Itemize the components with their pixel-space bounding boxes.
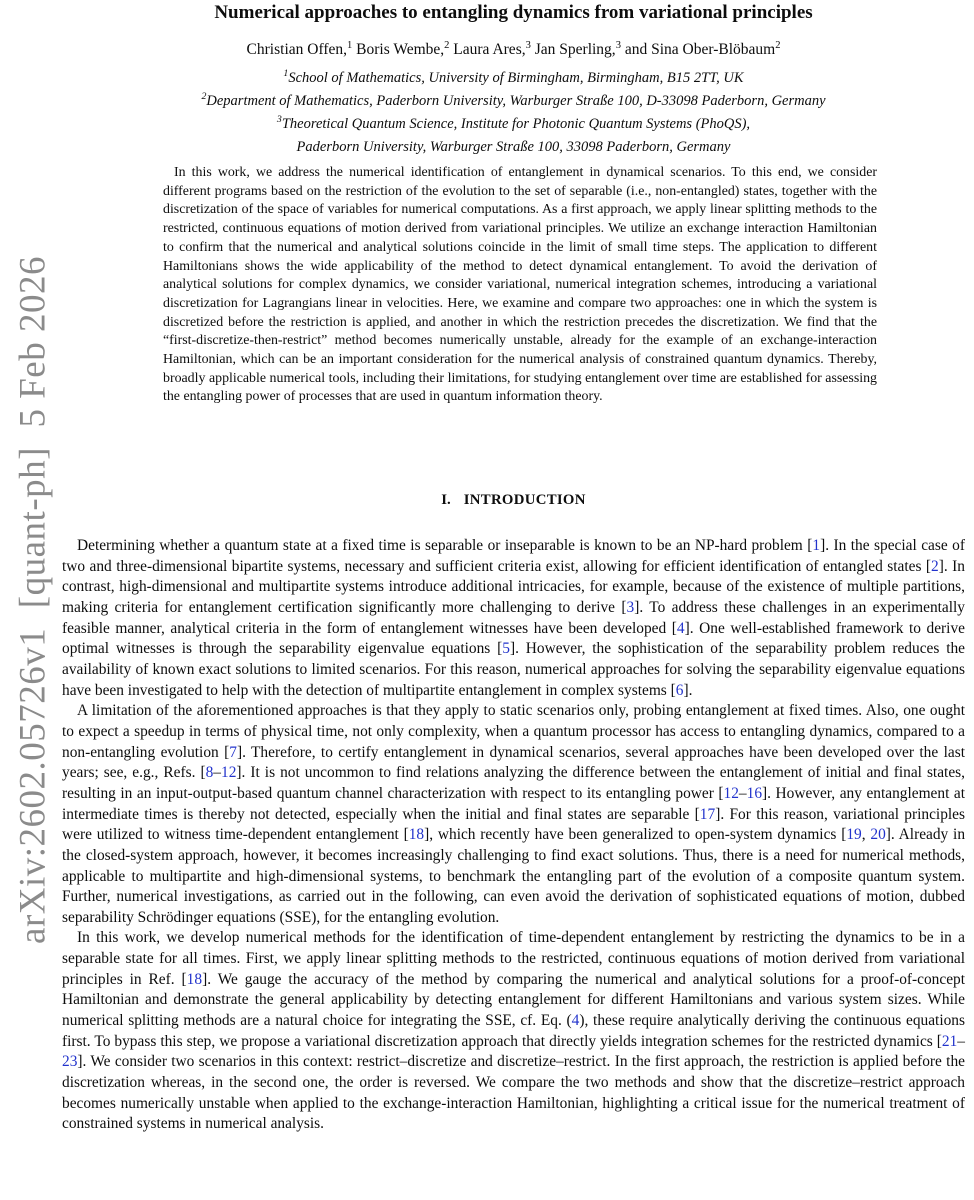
citation-link[interactable]: 20 <box>870 826 886 844</box>
citation-link[interactable]: 4 <box>676 619 685 637</box>
citation-link[interactable]: 1 <box>812 537 821 554</box>
citation-link[interactable]: 19 <box>846 826 862 844</box>
citation-link[interactable]: 4 <box>571 1012 580 1030</box>
citation-link[interactable]: 5 <box>502 640 510 658</box>
citation-link[interactable]: 16 <box>746 784 763 802</box>
affiliation-line: $^2$Department of Mathematics, Paderborn University, Warburger Straße 100, D-33098 Paderborn, Germany <box>201 91 826 109</box>
superscript-marker: 3 <box>276 114 282 126</box>
citation-link[interactable]: 8 <box>205 764 214 782</box>
paragraph: Determining whether a quantum state at a fixed time is separable or inseparable is known to be an NP-hard problem [1]. In the special case of two and three-dimensional bipartite systems, necessary and sufficient criteria exist, allowing for efficient identification of entangled states [2]. In contrast, high-dimensional and multipartite systems introduce additional intricacies, for example, because of the existence of multiple partitions, making criteria for entanglement certification significantly more challenging to derive [3]. To address these challenges in an experimentally feasible manner, analytical criteria in the form of entanglement witnesses have been developed [4]. One well-established framework to derive optimal witnesses is through the separability eigenvalue equations [5]. However, the sophistication of the separability problem reduces the availability of known exact solutions to limited scenarios. For this reason, numerical approaches for solving the separability eigenvalue equations have been investigated to help with the detection of multipartite entanglement in complex systems [6]. <box>62 537 965 699</box>
citation-link[interactable]: 18 <box>186 970 203 988</box>
affiliations-block <box>62 67 965 159</box>
superscript-marker: 1 <box>347 39 353 51</box>
paragraph: A limitation of the aforementioned approaches is that they apply to static scenarios only, probing entanglement at fixed times. Also, one ought to expect a speedup in terms of physical time, not only complexity, when a quantum processor has access to entangling dynamics, compared to a non-entangling evolution [7]. Therefore, to certify entanglement in dynamical scenarios, several approaches have been developed over the last years; see, e.g., Refs. [8–12]. It is not uncommon to find relations analyzing the difference between the entanglement of initial and final states, resulting in an input-output-based quantum channel characterization with respect to its entangling power [12–16]. However, any entanglement at intermediate times is thereby not detected, especially when the initial and final states are separable [17]. For this reason, variational principles were utilized to witness time-dependent entanglement [18], which recently have been generalized to open-system dynamics [19, 20]. Already in the closed-system approach, however, it becomes increasingly challenging to find exact solutions. Thus, there is a need for numerical methods, applicable to multipartite and high-dimensional systems, to benchmark the entangling part of the evolution of a composite quantum system. Further, numerical investigations, as carried out in the following, can even avoid the derivation of sophisticated equations of motion, dubbed separability Schrödinger equations (SSE), for the entangling evolution. <box>62 702 966 926</box>
section-label: INTRODUCTION <box>463 492 586 508</box>
abstract-block <box>163 164 877 407</box>
citation-link[interactable]: 2 <box>931 557 939 575</box>
affiliation-line: $^1$School of Mathematics, University of Birmingham, Birmingham, B15 2TT, UK <box>283 68 744 86</box>
superscript-marker: 2 <box>201 91 207 103</box>
superscript-marker: 3 <box>615 39 621 51</box>
section-heading-introduction <box>62 492 965 509</box>
citation-link[interactable]: 17 <box>699 805 716 823</box>
section-number: I. <box>441 492 451 508</box>
citation-link[interactable]: 21 <box>941 1032 958 1050</box>
introduction-body <box>62 536 965 1135</box>
paper-title: Numerical approaches to entangling dynamics from variational principles <box>214 2 813 23</box>
citation-link[interactable]: 7 <box>229 743 237 761</box>
citation-link[interactable]: 18 <box>408 826 425 844</box>
citation-link[interactable]: 3 <box>626 598 635 616</box>
citation-link[interactable]: 12 <box>221 764 237 782</box>
paragraph: In this work, we develop numerical methods for the identification of time-dependent entanglement by restricting the dynamics to be in a separable state for all times. First, we apply linear splitting methods to the restricted, continuous equations of motion derived from variational principles in Ref. [18]. We gauge the accuracy of the method by comparing the numerical and analytical solutions for a proof-of-concept Hamiltonian and demonstrate the general applicability by detecting entanglement for different Hamiltonians and various system sizes. While numerical splitting methods are a natural choice for integrating the SSE, cf. Eq. (4), these require analytically deriving the continuous equations first. To bypass this step, we propose a variational discretization approach that directly yields integration schemes for the restricted dynamics [21–23]. We consider two scenarios in this context: restrict–discretize and discretize–restrict. In the first approach, the restriction is applied before the discretization whereas, in the second one, the order is reversed. We compare the two methods and show that the discretize–restrict approach becomes numerically unstable when applied to the exchange-interaction Hamiltonian, highlighting a critical issue for the numerical treatment of constrained systems in numerical analysis. <box>62 929 965 1133</box>
arxiv-watermark: arXiv:2602.05726v1 [quant-ph] 5 Feb 2026 <box>12 256 54 944</box>
author-line: Christian Offen,$^1$ Boris Wembe,$^2$ Laura Ares,$^3$ Jan Sperling,$^3$ and Sina Ober-Blöbaum$^2$ <box>246 39 781 58</box>
superscript-marker: 2 <box>444 39 450 51</box>
superscript-marker: 3 <box>525 39 531 51</box>
citation-link[interactable]: 23 <box>62 1053 78 1071</box>
superscript-marker: 2 <box>775 39 781 51</box>
citation-link[interactable]: 12 <box>723 784 739 802</box>
affiliation-line: Paderborn University, Warburger Straße 100, 33098 Paderborn, Germany <box>296 139 731 155</box>
abstract-text: In this work, we address the numerical identification of entanglement in dynamical scenarios. To this end, we consider different programs based on the restriction of the evolution to the set of separable (i.e., non-entangled) states, together with the discretization of the space of variables for numerical computations. As a first approach, we apply linear splitting methods to the restricted, continuous equations of motion derived from variational principles. We utilize an exchange interaction Hamiltonian to confirm that the numerical and analytical solutions coincide in the limit of small time steps. The application to different Hamiltonians shows the wide applicability of the method to detect dynamical entanglement. To avoid the derivation of analytical solutions for complex dynamics, we consider variational, numerical integration schemes, introducing a variational discretization for Lagrangians linear in velocities. Here, we examine and compare two approaches: one in which the system is discretized before the restriction is applied, and another in which the restriction precedes the discretization. We find that the “first-discretize-then-restrict” method becomes numerically unstable, already for the example of an exchange-interaction Hamiltonian, which can be an important consideration for the numerical analysis of constrained quantum dynamics. Thereby, broadly applicable numerical tools, including their limitations, for studying entanglement over time are established for assessing the entangling power of processes that are used in quantum information theory. <box>163 165 877 405</box>
affiliation-line: $^3$Theoretical Quantum Science, Institute for Photonic Quantum Systems (PhoQS), <box>276 114 751 132</box>
superscript-marker: 1 <box>283 68 289 80</box>
citation-link[interactable]: 6 <box>675 681 684 699</box>
